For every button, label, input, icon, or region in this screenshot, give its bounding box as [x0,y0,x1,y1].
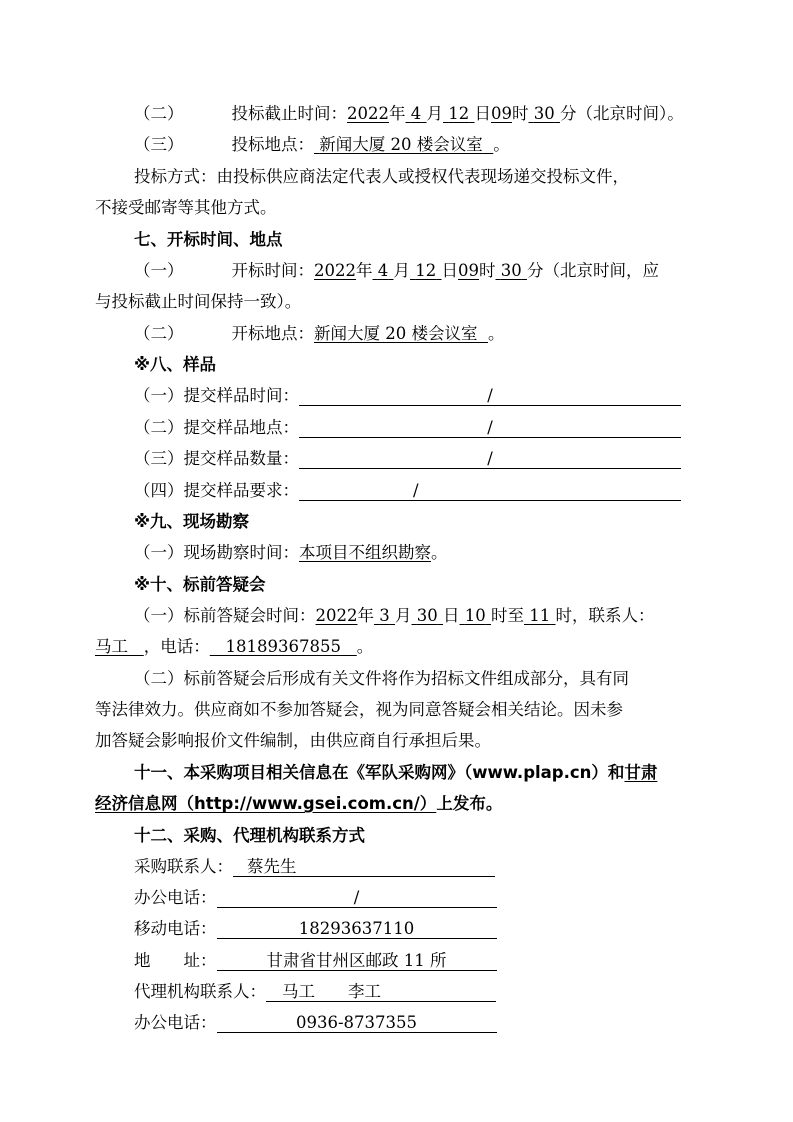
section-9-heading: ※九、现场勘察 [134,512,250,531]
bid-mode-line-2: 不接受邮寄等其他方式。 [95,198,277,217]
section-8-heading: ※八、样品 [134,355,217,374]
field-value: 蔡先生 [247,857,297,876]
purchaser-contact-label: 采购联系人： [134,857,233,876]
sample-quantity-field [299,450,681,469]
bid-mode-line-1: 投标方式：由投标供应商法定代表人或授权代表现场递交投标文件， [134,167,629,186]
mobile-phone-label: 移动电话： [134,919,217,938]
agency-office-phone-label: 办公电话： [134,1013,217,1032]
bid-location-label: 投标地点： [231,135,314,154]
unit-text: 月 [426,104,443,123]
qa-paragraph-line-1: （二）标前答疑会后形成有关文件将作为招标文件组成部分，具有同 [134,669,629,688]
bid-deadline-year: 2022 [347,104,389,123]
section-11-line-2 [95,794,705,814]
opening-time-cont: 与投标截止时间保持一致）。 [95,292,302,311]
sample-time-label: （一）提交样品时间： [134,386,299,405]
field-value: 马工 李工 [282,982,381,1001]
sample-requirement-field [299,482,681,501]
office-phone-line [134,888,744,908]
qa-day: 30 [416,606,438,625]
sample-location-line [134,418,744,438]
bid-location-line [134,135,744,155]
unit-text: 。 [493,135,510,154]
bid-deadline-line [134,104,744,124]
section-7-heading: 七、开标时间、地点 [134,230,283,249]
qa-paragraph-line-3: 加答疑会影响报价文件编制，由供应商自行承担后果。 [95,731,491,750]
sample-requirement-label: （四）提交样品要求： [134,481,299,500]
unit-text: 月 [395,606,412,625]
qa-meeting-time-line [134,606,744,626]
address-label: 地 址： [134,951,217,970]
site-visit-line [134,543,744,563]
address-field [217,952,497,971]
agency-contact-label: 代理机构联系人： [134,982,266,1001]
site-visit-label: （一）现场勘察时间： [134,543,299,562]
field-value: / [487,418,493,437]
opening-location-value: 新闻大厦 20 楼会议室 [314,324,478,343]
gsei-link-part2[interactable]: 经济信息网（http://www.gsei.com.cn/） [95,794,437,813]
office-phone-label: 办公电话： [134,888,217,907]
field-value: / [487,386,493,405]
sample-location-label: （二）提交样品地点： [134,418,299,437]
section-11-text: 十一、本采购项目相关信息在《军队采购网》（www.plap.cn）和 [134,763,625,782]
section-11-line-1 [134,763,744,783]
address-line [134,951,744,971]
qa-month: 3 [379,606,390,625]
bid-deadline-minute: 30 [533,104,555,123]
sample-time-line [134,386,744,406]
agency-office-phone-field [217,1014,497,1033]
unit-text: 分（北京时间）。 [560,104,684,123]
phone-label: ，电话： [143,637,210,656]
agency-contact-field [266,983,496,1002]
qa-contact-phone: 18189367855 [225,637,341,656]
sample-location-field [299,419,681,438]
unit-text: 月 [393,261,410,280]
bid-deadline-month: 4 [410,104,422,123]
sample-time-field [299,387,681,406]
bid-location-value: 新闻大厦 20 楼会议室 [319,135,483,154]
agency-office-phone-line [134,1013,744,1033]
field-value: / [353,888,360,907]
qa-contact-name: 马工 [95,637,128,656]
unit-text: 日 [441,261,458,280]
office-phone-field [217,889,497,908]
opening-time-line [134,261,744,281]
mobile-phone-line [134,919,744,939]
unit-text: 。 [431,543,448,562]
section-12-heading: 十二、采购、代理机构联系方式 [134,826,365,845]
sample-quantity-line [134,449,744,469]
section-10-heading: ※十、标前答疑会 [134,575,266,594]
field-value: 18293637110 [298,919,415,938]
item-prefix: （三） [134,135,184,154]
bid-deadline-day: 12 [448,104,470,123]
unit-text: 年 [357,606,374,625]
section-11-tail: 上发布。 [436,794,503,813]
unit-text: 。 [488,324,505,343]
qa-year: 2022 [315,606,358,625]
bid-deadline-hour: 09 [491,104,512,123]
field-value: / [487,449,493,468]
agency-contact-line [134,982,744,1002]
qa-to-hour: 11 [529,606,551,625]
mobile-phone-field [217,920,497,939]
unit-text: 时 [512,104,529,123]
qa-paragraph-line-2: 等法律效力。供应商如不参加答疑会，视为同意答疑会相关结论。因未参 [95,700,623,719]
sample-requirement-line [134,481,744,501]
field-value: / [413,481,419,500]
unit-text: 年 [389,104,406,123]
item-prefix: （二） [134,104,184,123]
item-prefix: （二） [134,324,184,343]
field-value: 0936-8737355 [295,1013,418,1032]
field-value: 甘肃省甘州区邮政 11 所 [266,951,447,970]
unit-text: 时 [479,261,496,280]
qa-contact-line [95,637,705,657]
qa-meeting-time-label: （一）标前答疑会时间： [134,606,316,625]
item-prefix: （一） [134,261,184,280]
opening-minute: 30 [500,261,522,280]
purchaser-contact-field [233,858,495,877]
unit-text: 分（北京时间，应 [527,261,659,280]
opening-year: 2022 [314,261,356,280]
opening-day: 12 [415,261,437,280]
unit-text: 日 [474,104,491,123]
opening-month: 4 [377,261,389,280]
gsei-link-part1[interactable]: 甘肃 [624,763,658,782]
unit-text: 年 [356,261,373,280]
bid-deadline-label: 投标截止时间： [231,104,347,123]
qa-from-hour: 10 [464,606,486,625]
unit-text: 时，联系人： [555,606,655,625]
purchaser-contact-line [134,857,744,877]
unit-text: 日 [443,606,460,625]
opening-hour: 09 [458,261,479,280]
opening-location-label: 开标地点： [231,324,314,343]
unit-text: 时至 [491,606,524,625]
site-visit-value: 本项目不组织勘察 [299,543,431,562]
opening-location-line [134,324,744,344]
unit-text: 。 [356,637,374,656]
opening-time-label: 开标时间： [231,261,314,280]
sample-quantity-label: （三）提交样品数量： [134,449,299,468]
